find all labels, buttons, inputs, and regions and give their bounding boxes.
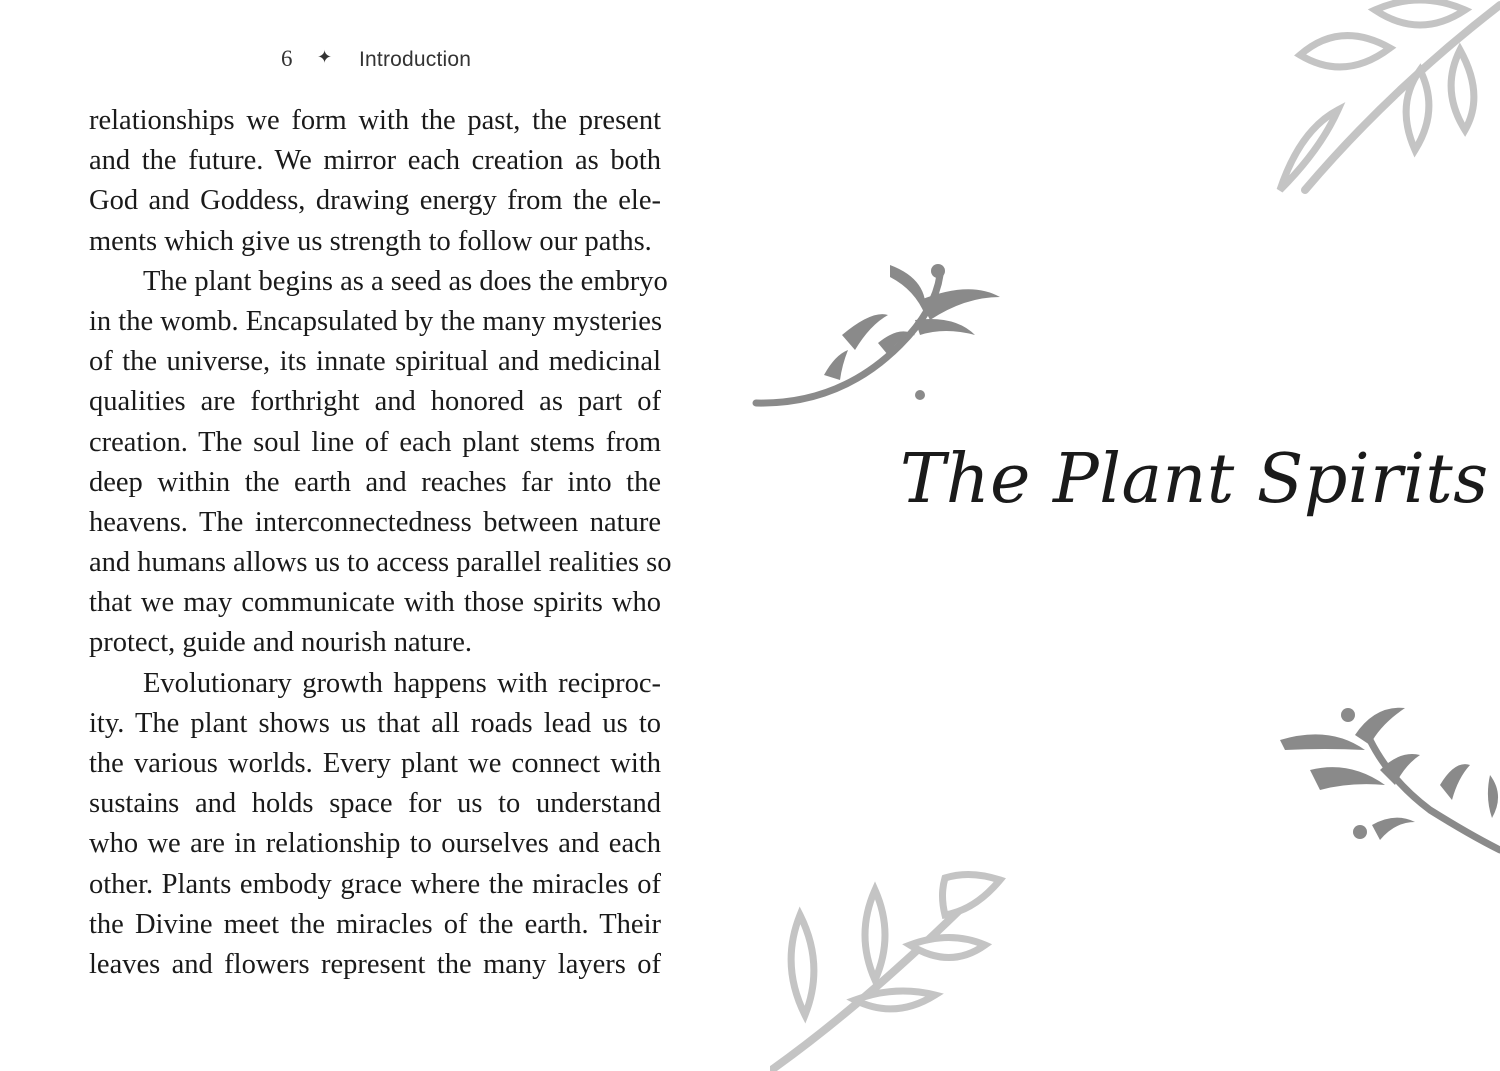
running-head bbox=[0, 46, 750, 76]
text-line: qualities are forthright and honored as part of bbox=[89, 386, 661, 418]
flourish-upper-icon bbox=[750, 255, 1010, 415]
body-text bbox=[89, 101, 672, 985]
text-line: and the future. We mirror each creation as both bbox=[89, 145, 661, 177]
text-line: who we are in relationship to ourselves and each bbox=[89, 828, 661, 860]
text-line: the Divine meet the miracles of the earth. Their bbox=[89, 908, 661, 940]
text-line: heavens. The interconnectedness between nature bbox=[89, 506, 661, 538]
flourish-lower-right-icon bbox=[1280, 700, 1500, 865]
text-line: creation. The soul line of each plant stems from bbox=[89, 426, 661, 458]
text-line: protect, guide and nourish nature. bbox=[89, 627, 473, 659]
text-line: the various worlds. Every plant we connect with bbox=[89, 748, 661, 779]
text-line: ments which give us strength to follow our paths. bbox=[89, 225, 652, 257]
text-line: of the universe, its innate spiritual and medicinal bbox=[89, 346, 661, 378]
section-title: Introduction bbox=[359, 48, 472, 71]
text-line: deep within the earth and reaches far into the bbox=[89, 466, 661, 498]
text-line: leaves and flowers represent the many layers of bbox=[89, 948, 661, 980]
text-line: ity. The plant shows us that all roads lead us to bbox=[89, 707, 661, 739]
leaf-branch-top-right-icon bbox=[1270, 0, 1500, 200]
text-line: God and Goddess, drawing energy from the ele- bbox=[89, 185, 661, 217]
right-page bbox=[750, 0, 1500, 1071]
text-line: and humans allows us to access parallel realities so bbox=[89, 547, 672, 579]
text-line: The plant begins as a seed as does the embryo bbox=[143, 265, 668, 297]
text-line: other. Plants embody grace where the miracles of bbox=[89, 868, 661, 900]
text-line: sustains and holds space for us to understand bbox=[89, 788, 661, 820]
text-line: in the womb. Encapsulated by the many mysteries bbox=[89, 305, 663, 337]
star-separator-icon: ✦ bbox=[317, 47, 333, 67]
part-title: The Plant Spirits bbox=[900, 440, 1489, 519]
leaf-branch-bottom-left-icon bbox=[770, 870, 1040, 1071]
page-number: 6 bbox=[281, 46, 293, 71]
text-line: Evolutionary growth happens with reciproc- bbox=[143, 667, 661, 699]
text-line: relationships we form with the past, the present bbox=[89, 105, 661, 136]
text-line: that we may communicate with those spirits who bbox=[89, 587, 661, 619]
